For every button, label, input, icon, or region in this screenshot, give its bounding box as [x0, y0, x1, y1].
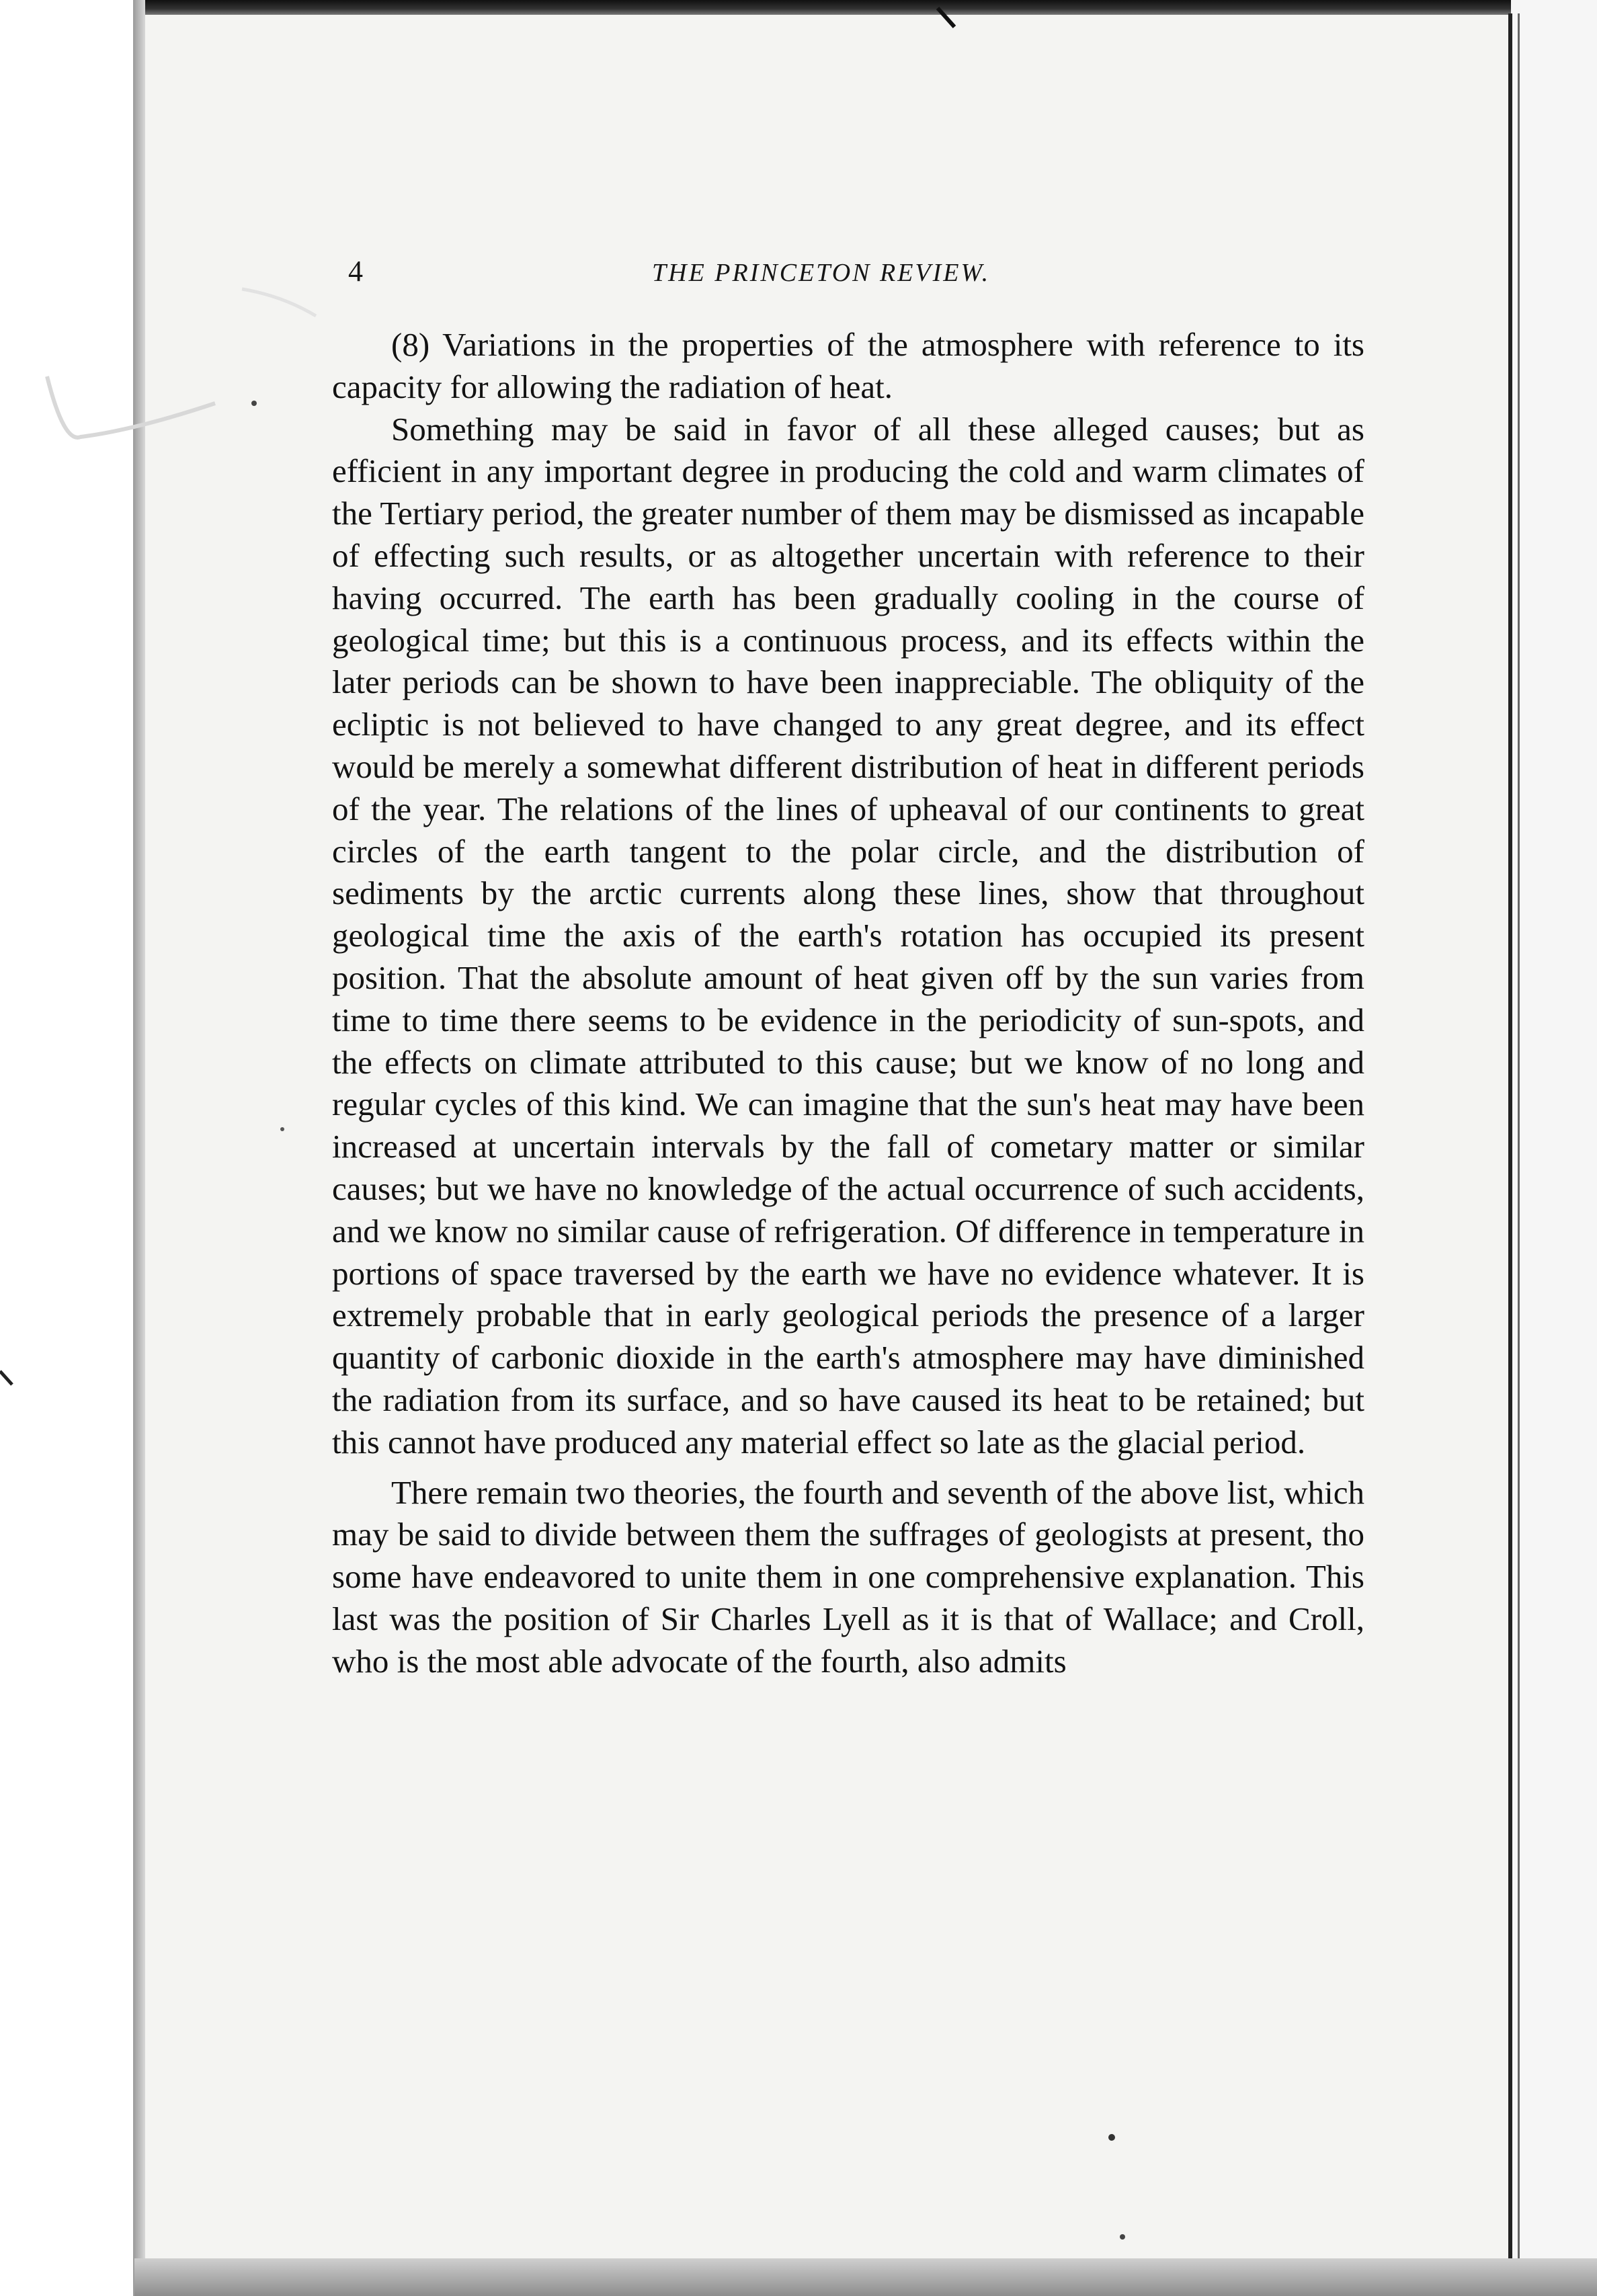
page-number: 4 — [348, 255, 363, 288]
page-header — [348, 254, 1370, 301]
tear-mark — [938, 8, 954, 27]
dust-speck — [280, 1127, 284, 1131]
dust-speck — [251, 401, 257, 406]
running-title: THE PRINCETON REVIEW. — [652, 259, 991, 287]
dust-speck — [0, 1371, 12, 1385]
pencil-mark — [242, 289, 316, 316]
paragraph: There remain two theories, the fourth and seventh of the above list, which may be said to divide between them the suffrages of geologists at present, tho some have endeavored to unite them in one comprehensive explanation. This last was the position of Sir Charles Lyell as it is that of Wallace; and Croll, who is the most able advocate of the fourth, also admits — [332, 1473, 1364, 1680]
paragraph: (8) Variations in the properties of the atmosphere with reference to its capacity for allowing the radiation of heat. — [332, 326, 1364, 405]
paragraph: Something may be said in favor of all these alleged causes; but as efficient in any important degree in producing the cold and warm climates of the Tertiary period, the greater number of them may be dismissed as incapable of effecting such results, or as altogether uncertain with reference to their having occurred. The earth has been gradually cooling in the course of geological time; but this is a continuous process, and its effects within the later periods can be shown to have been inappreciable. The obliquity of the ecliptic is not believed to have changed to any great degree, and its effect would be merely a somewhat different distribution of heat in different periods of the year. The relations of the lines of upheaval of our continents to great circles of the earth tangent to the polar circle, and the distribution of sediments by the arctic currents along these lines, show that throughout geological time the axis of the earth's rotation has occupied its present position. That the absolute amount of heat given off by the sun varies from time to time there seems to be evidence in the periodicity of sun-spots, and the effects on climate attributed to this cause; but we know of no long and regular cycles of this kind. We can imagine that the sun's heat may have been increased at uncertain intervals by the fall of cometary matter or similar causes; but we have no knowledge of the actual occurrence of such accidents, and we know no similar cause of refrigeration. Of difference in temperature in portions of space traversed by the earth we have no evidence whatever. It is extremely probable that in early geological periods the presence of a larger quantity of carbonic dioxide in the earth's atmosphere may have diminished the radiation from its surface, and so have caused its heat to be retained; but this cannot have produced any material effect so late as the glacial period. — [332, 410, 1364, 1461]
body-text — [332, 324, 1364, 1683]
dust-speck — [1120, 2234, 1125, 2240]
pencil-mark — [47, 376, 215, 438]
dust-speck — [1108, 2134, 1115, 2141]
